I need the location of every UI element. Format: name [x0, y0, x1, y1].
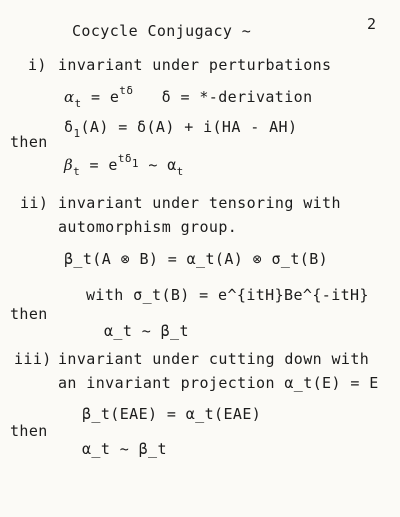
page-title: Cocycle Conjugacy ~	[72, 22, 252, 40]
subscript: t	[73, 165, 81, 178]
eq2-rest: (A) = δ(A) + i(HA - AH)	[80, 118, 298, 136]
subscript: t	[176, 165, 184, 178]
section-i-eq1	[64, 84, 313, 110]
section-ii-heading-line1: invariant under tensoring with	[58, 194, 341, 212]
superscript: tδ	[119, 84, 134, 97]
superscript-subscript: 1	[131, 157, 139, 170]
section-i-eq3	[64, 152, 184, 178]
subscript: t	[74, 97, 82, 110]
section-i-heading: invariant under perturbations	[58, 56, 332, 74]
then-label: then	[10, 133, 48, 151]
section-iii-label: iii)	[14, 350, 52, 368]
section-i-label: i)	[28, 56, 47, 74]
page-number: 2	[367, 15, 377, 33]
equals-exp: = e	[91, 88, 120, 106]
beta-symbol: β	[64, 156, 74, 174]
section-iii-heading-line1: invariant under cutting down with	[58, 350, 370, 368]
alpha-symbol: α	[64, 88, 75, 106]
section-ii-eq3: α_t ~ β_t	[104, 322, 189, 340]
subscript: 1	[73, 127, 81, 140]
section-iii-heading-line2: an invariant projection α_t(E) = E	[58, 374, 379, 392]
section-ii-eq2: with σ_t(B) = e^{itH}Be^{-itH}	[86, 286, 369, 304]
delta-symbol: δ	[64, 118, 74, 136]
then-label: then	[10, 305, 48, 323]
section-i-eq2	[64, 118, 297, 138]
section-ii-heading-line2: automorphism group.	[58, 218, 238, 236]
then-label: then	[10, 422, 48, 440]
section-ii-eq1: β_t(A ⊗ B) = α_t(A) ⊗ σ_t(B)	[64, 250, 329, 268]
section-ii-label: ii)	[20, 194, 49, 212]
equals-exp: = e	[89, 156, 118, 174]
superscript: tδ	[117, 152, 132, 165]
section-iii-eq2: α_t ~ β_t	[82, 440, 167, 458]
section-iii-eq1: β_t(EAE) = α_t(EAE)	[82, 405, 262, 423]
eq3-rest: ~ α	[148, 156, 177, 174]
derivation-note: δ = *-derivation	[161, 88, 313, 106]
